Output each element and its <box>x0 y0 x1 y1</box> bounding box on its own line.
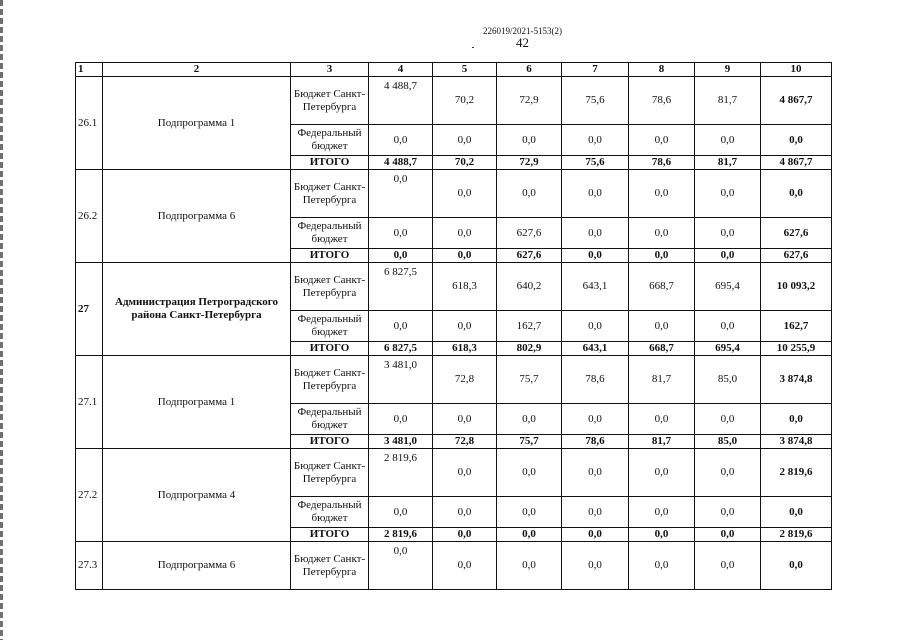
funding-source: Федеральный бюджет <box>291 404 369 435</box>
column-header: 10 <box>761 63 832 77</box>
funding-source: Бюджет Санкт-Петербурга <box>291 542 369 590</box>
table-body <box>76 63 832 590</box>
value-cell: 4 488,7 <box>369 156 433 170</box>
value-cell: 0,0 <box>433 449 497 497</box>
value-cell: 0,0 <box>433 497 497 528</box>
total-cell: 0,0 <box>761 542 832 590</box>
value-cell: 0,0 <box>369 170 433 218</box>
header-row <box>76 63 832 77</box>
value-cell: 81,7 <box>629 435 695 449</box>
value-cell: 0,0 <box>497 497 562 528</box>
value-cell: 0,0 <box>562 125 629 156</box>
column-header: 8 <box>629 63 695 77</box>
value-cell: 0,0 <box>695 249 761 263</box>
funding-source: Федеральный бюджет <box>291 125 369 156</box>
value-cell: 0,0 <box>433 170 497 218</box>
value-cell: 0,0 <box>695 528 761 542</box>
total-cell: 162,7 <box>761 311 832 342</box>
value-cell: 6 827,5 <box>369 342 433 356</box>
total-cell: 627,6 <box>761 249 832 263</box>
page-number: 42 <box>516 35 529 50</box>
budget-table <box>75 62 832 590</box>
value-cell: 0,0 <box>562 311 629 342</box>
funding-source: Бюджет Санкт-Петербурга <box>291 356 369 404</box>
value-cell: 75,7 <box>497 435 562 449</box>
value-cell: 3 481,0 <box>369 356 433 404</box>
row-code: 27 <box>76 263 103 356</box>
value-cell: 0,0 <box>629 125 695 156</box>
funding-source: Федеральный бюджет <box>291 218 369 249</box>
value-cell: 162,7 <box>497 311 562 342</box>
value-cell: 0,0 <box>497 170 562 218</box>
funding-source: ИТОГО <box>291 249 369 263</box>
scan-mark <box>472 47 474 48</box>
value-cell: 0,0 <box>629 170 695 218</box>
value-cell: 75,6 <box>562 77 629 125</box>
total-cell: 0,0 <box>761 170 832 218</box>
value-cell: 0,0 <box>433 218 497 249</box>
value-cell: 695,4 <box>695 342 761 356</box>
value-cell: 0,0 <box>497 404 562 435</box>
value-cell: 2 819,6 <box>369 528 433 542</box>
table-row <box>76 449 832 497</box>
row-name: Подпрограмма 4 <box>103 449 291 542</box>
value-cell: 72,8 <box>433 356 497 404</box>
value-cell: 0,0 <box>629 218 695 249</box>
total-cell: 10 093,2 <box>761 263 832 311</box>
value-cell: 0,0 <box>369 497 433 528</box>
funding-source: Бюджет Санкт-Петербурга <box>291 263 369 311</box>
total-cell: 4 867,7 <box>761 77 832 125</box>
column-header: 3 <box>291 63 369 77</box>
total-cell: 627,6 <box>761 218 832 249</box>
value-cell: 78,6 <box>562 435 629 449</box>
row-name: Подпрограмма 1 <box>103 356 291 449</box>
total-cell: 2 819,6 <box>761 449 832 497</box>
value-cell: 70,2 <box>433 156 497 170</box>
funding-source: ИТОГО <box>291 342 369 356</box>
row-name: Подпрограмма 6 <box>103 542 291 590</box>
table-row <box>76 77 832 125</box>
value-cell: 0,0 <box>562 528 629 542</box>
column-header: 2 <box>103 63 291 77</box>
total-cell: 4 867,7 <box>761 156 832 170</box>
total-cell: 3 874,8 <box>761 435 832 449</box>
value-cell: 643,1 <box>562 263 629 311</box>
value-cell: 0,0 <box>562 449 629 497</box>
value-cell: 0,0 <box>369 218 433 249</box>
row-code: 26.1 <box>76 77 103 170</box>
value-cell: 618,3 <box>433 263 497 311</box>
value-cell: 0,0 <box>369 311 433 342</box>
funding-source: Бюджет Санкт-Петербурга <box>291 77 369 125</box>
total-cell: 0,0 <box>761 125 832 156</box>
table-row <box>76 542 832 590</box>
value-cell: 81,7 <box>629 356 695 404</box>
value-cell: 72,9 <box>497 156 562 170</box>
total-cell: 3 874,8 <box>761 356 832 404</box>
value-cell: 81,7 <box>695 156 761 170</box>
value-cell: 6 827,5 <box>369 263 433 311</box>
row-code: 26.2 <box>76 170 103 263</box>
funding-source: Федеральный бюджет <box>291 497 369 528</box>
value-cell: 0,0 <box>629 311 695 342</box>
value-cell: 0,0 <box>629 528 695 542</box>
value-cell: 70,2 <box>433 77 497 125</box>
total-cell: 10 255,9 <box>761 342 832 356</box>
value-cell: 0,0 <box>433 249 497 263</box>
total-cell: 0,0 <box>761 497 832 528</box>
value-cell: 0,0 <box>433 404 497 435</box>
value-cell: 643,1 <box>562 342 629 356</box>
value-cell: 72,9 <box>497 77 562 125</box>
value-cell: 0,0 <box>369 125 433 156</box>
column-header: 5 <box>433 63 497 77</box>
value-cell: 0,0 <box>629 249 695 263</box>
value-cell: 81,7 <box>695 77 761 125</box>
value-cell: 0,0 <box>497 449 562 497</box>
value-cell: 78,6 <box>562 356 629 404</box>
value-cell: 618,3 <box>433 342 497 356</box>
value-cell: 0,0 <box>433 528 497 542</box>
value-cell: 0,0 <box>497 125 562 156</box>
value-cell: 0,0 <box>433 125 497 156</box>
value-cell: 75,6 <box>562 156 629 170</box>
funding-source: ИТОГО <box>291 528 369 542</box>
value-cell: 0,0 <box>695 218 761 249</box>
value-cell: 0,0 <box>562 404 629 435</box>
value-cell: 0,0 <box>369 249 433 263</box>
value-cell: 0,0 <box>562 170 629 218</box>
value-cell: 4 488,7 <box>369 77 433 125</box>
value-cell: 0,0 <box>433 542 497 590</box>
funding-source: Бюджет Санкт-Петербурга <box>291 449 369 497</box>
value-cell: 695,4 <box>695 263 761 311</box>
value-cell: 0,0 <box>497 542 562 590</box>
column-header: 6 <box>497 63 562 77</box>
value-cell: 0,0 <box>629 404 695 435</box>
row-name: Подпрограмма 1 <box>103 77 291 170</box>
value-cell: 0,0 <box>369 404 433 435</box>
funding-source: Бюджет Санкт-Петербурга <box>291 170 369 218</box>
value-cell: 0,0 <box>497 528 562 542</box>
value-cell: 85,0 <box>695 435 761 449</box>
column-header: 1 <box>76 63 103 77</box>
row-name: Администрация Петроградского района Санкт-Петербурга <box>103 263 291 356</box>
value-cell: 75,7 <box>497 356 562 404</box>
value-cell: 0,0 <box>695 449 761 497</box>
value-cell: 0,0 <box>695 125 761 156</box>
value-cell: 0,0 <box>695 404 761 435</box>
value-cell: 78,6 <box>629 156 695 170</box>
value-cell: 0,0 <box>433 311 497 342</box>
funding-source: ИТОГО <box>291 156 369 170</box>
value-cell: 78,6 <box>629 77 695 125</box>
value-cell: 0,0 <box>562 218 629 249</box>
value-cell: 668,7 <box>629 342 695 356</box>
value-cell: 640,2 <box>497 263 562 311</box>
value-cell: 0,0 <box>562 249 629 263</box>
total-cell: 2 819,6 <box>761 528 832 542</box>
table-row <box>76 170 832 218</box>
value-cell: 0,0 <box>695 311 761 342</box>
value-cell: 0,0 <box>369 542 433 590</box>
value-cell: 0,0 <box>629 542 695 590</box>
value-cell: 0,0 <box>695 170 761 218</box>
table-row <box>76 263 832 311</box>
value-cell: 0,0 <box>629 449 695 497</box>
value-cell: 0,0 <box>695 497 761 528</box>
value-cell: 0,0 <box>629 497 695 528</box>
row-name: Подпрограмма 6 <box>103 170 291 263</box>
value-cell: 0,0 <box>562 497 629 528</box>
column-header: 4 <box>369 63 433 77</box>
funding-source: Федеральный бюджет <box>291 311 369 342</box>
value-cell: 3 481,0 <box>369 435 433 449</box>
row-code: 27.2 <box>76 449 103 542</box>
row-code: 27.1 <box>76 356 103 449</box>
value-cell: 668,7 <box>629 263 695 311</box>
value-cell: 0,0 <box>695 542 761 590</box>
value-cell: 0,0 <box>562 542 629 590</box>
column-header: 7 <box>562 63 629 77</box>
value-cell: 72,8 <box>433 435 497 449</box>
total-cell: 0,0 <box>761 404 832 435</box>
value-cell: 2 819,6 <box>369 449 433 497</box>
value-cell: 627,6 <box>497 218 562 249</box>
table-row <box>76 356 832 404</box>
value-cell: 627,6 <box>497 249 562 263</box>
funding-source: ИТОГО <box>291 435 369 449</box>
column-header: 9 <box>695 63 761 77</box>
document-number: 226019/2021-5153(2) <box>483 26 562 36</box>
scan-edge <box>0 0 3 640</box>
row-code: 27.3 <box>76 542 103 590</box>
value-cell: 802,9 <box>497 342 562 356</box>
value-cell: 85,0 <box>695 356 761 404</box>
